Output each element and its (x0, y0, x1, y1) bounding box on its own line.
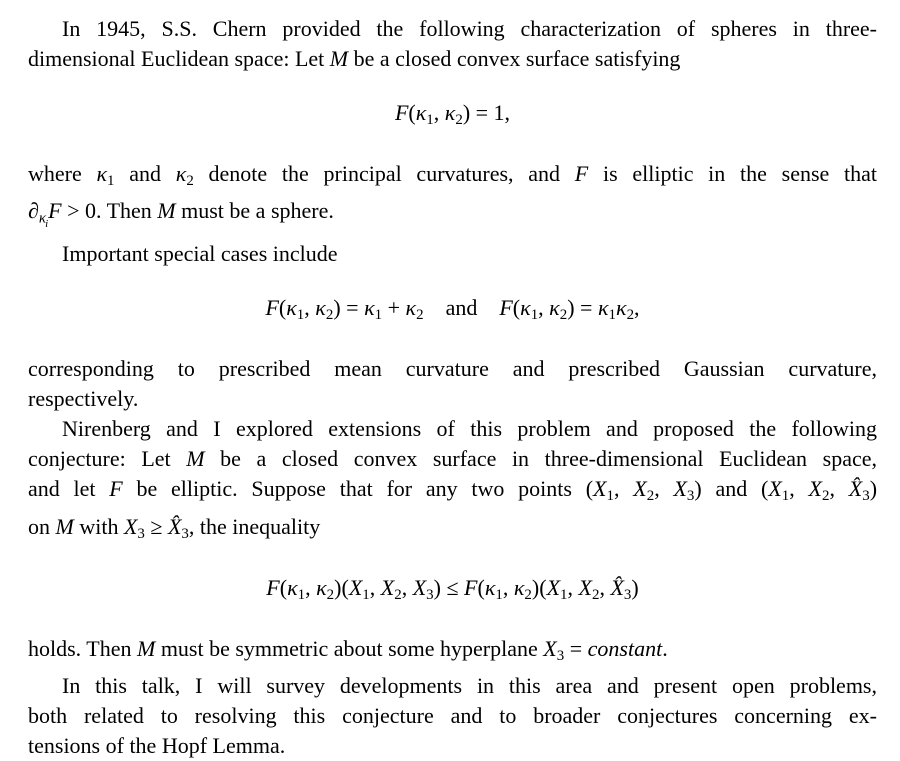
text-line (28, 731, 877, 761)
text-segment: ∂ (28, 198, 39, 224)
text-segment: 1 (495, 586, 503, 603)
text-segment: X (348, 574, 363, 600)
text-segment: , (634, 295, 640, 321)
text-segment: κ (484, 574, 496, 600)
text-segment: 3 (623, 586, 632, 603)
text-segment: ) ≤ (433, 574, 465, 600)
text-segment: X (546, 574, 561, 600)
text-segment: F (464, 574, 478, 600)
text-segment: dimensional Euclidean space: Let (28, 46, 330, 71)
text-line (28, 671, 877, 701)
text-segment: tensions of the Hopf Lemma. (28, 733, 286, 759)
text-segment: M (329, 46, 349, 71)
text-segment: , (369, 574, 381, 600)
text-segment: and let (28, 476, 110, 502)
text-segment: is elliptic in the sense that (588, 161, 877, 187)
text-segment: F (499, 295, 513, 321)
text-segment: corresponding to prescribed mean curvature and prescribed Gaussian curvature, (28, 356, 877, 382)
text-segment: both related to resolving this conjecture and to broader conjectures concerning ex- (28, 703, 877, 729)
text-segment: κ (520, 295, 531, 321)
text-segment: F (265, 295, 279, 321)
text-line (28, 239, 877, 269)
text-segment: κ (315, 295, 326, 321)
text-segment: X (578, 574, 592, 600)
text-segment: κ (175, 161, 187, 187)
text-segment: ) and ( (694, 476, 769, 502)
text-segment: ( (279, 574, 288, 600)
text-segment: 3 (426, 586, 434, 603)
text-segment: 2 (591, 586, 600, 603)
text-segment: X (380, 574, 395, 600)
text-segment: 3 (862, 488, 870, 505)
text-segment: respectively. (28, 386, 139, 412)
text-segment: 2 (394, 586, 402, 603)
text-segment: 1 (297, 586, 306, 603)
text-segment: X (593, 476, 607, 502)
text-segment: 1 (362, 586, 370, 603)
text-segment: , (829, 476, 849, 502)
text-segment: conjecture: Let (28, 446, 187, 472)
text-segment: ( (278, 295, 287, 321)
text-segment: κ (286, 295, 297, 321)
text-segment: and (423, 295, 500, 321)
text-segment: κ (38, 210, 47, 227)
text-segment: ) = (333, 295, 365, 321)
text-segment: denote the principal curvatures, and (193, 161, 575, 187)
display-equation-3 (28, 573, 877, 610)
text-segment: 2 (626, 307, 635, 324)
text-segment: 2 (186, 173, 194, 190)
text-segment: 1 (608, 307, 616, 324)
text-segment: 1 (107, 173, 115, 190)
text-segment: κ (549, 295, 560, 321)
text-segment: must be a sphere. (175, 198, 334, 224)
text-segment: 1 (530, 307, 539, 324)
text-segment: F (266, 574, 280, 600)
text-segment: ) = (567, 295, 598, 321)
text-segment: constant (587, 635, 663, 661)
text-segment: )( (334, 574, 349, 600)
text-segment: , (789, 476, 809, 502)
text-line (28, 414, 877, 444)
text-segment: , (538, 295, 550, 321)
text-segment: holds. Then (28, 635, 137, 661)
text-segment: κ (364, 295, 375, 321)
text-segment: , (502, 574, 514, 600)
text-segment: ) (631, 574, 639, 600)
text-segment: 1 (560, 586, 568, 603)
text-segment: 2 (326, 586, 335, 603)
text-segment: 2 (455, 112, 463, 129)
text-segment: M (55, 513, 74, 539)
text-segment: , (613, 476, 634, 502)
text-segment: M (136, 635, 156, 661)
text-line (28, 196, 877, 239)
text-segment: )( (531, 574, 547, 600)
text-segment: 3 (556, 648, 565, 665)
text-segment: 1 (781, 488, 790, 505)
text-segment: κ (616, 295, 627, 321)
text-segment: In 1945, S.S. Chern provided the following characterization of spheres in three- (62, 16, 877, 41)
text-segment: be a closed convex surface in three-dimensional Euclidean space, (204, 446, 878, 472)
text-segment: , (567, 574, 579, 600)
text-segment: M (157, 198, 176, 224)
text-segment: > 0. Then (61, 198, 158, 224)
text-segment: X (768, 476, 782, 502)
text-segment: where (28, 161, 97, 187)
text-segment: κ (415, 100, 427, 125)
text-segment: must be symmetric about some hyperplane (155, 635, 544, 661)
text-segment: + (382, 295, 406, 321)
text-segment: κ (597, 295, 609, 321)
text-line (28, 354, 877, 384)
text-segment: M (186, 446, 205, 472)
text-segment: κ (513, 574, 525, 600)
text-segment: κ (316, 574, 327, 600)
text-segment: X (412, 574, 427, 600)
text-segment: ( (408, 100, 416, 125)
text-segment: 2 (416, 307, 424, 324)
text-segment: , (599, 574, 611, 600)
text-segment: 3 (137, 525, 145, 542)
text-segment: 1 (426, 112, 434, 129)
text-segment: , (305, 574, 317, 600)
text-segment: In this talk, I will survey developments in this area and present open problems, (62, 673, 877, 699)
text-segment: F (574, 161, 589, 187)
text-segment: ( (512, 295, 521, 321)
text-segment: F (109, 476, 123, 502)
text-segment: X (543, 635, 557, 661)
text-segment: κ (96, 161, 108, 187)
text-segment: be elliptic. Suppose that for any two points ( (122, 476, 594, 502)
text-line (28, 384, 877, 414)
text-segment: ( (477, 574, 485, 600)
text-line (28, 474, 877, 511)
text-segment: . (662, 635, 668, 661)
text-segment: = (564, 635, 588, 661)
text-segment: X̂ (848, 476, 863, 502)
text-segment: be a closed convex surface satisfying (348, 46, 681, 71)
text-segment: 3 (686, 488, 695, 505)
text-line (28, 512, 877, 549)
text-segment: κ (444, 100, 456, 125)
text-segment: X (633, 476, 647, 502)
text-segment: 1 (296, 307, 305, 324)
text-segment: X̂ (167, 513, 182, 539)
text-segment: X (123, 513, 138, 539)
text-segment: , (304, 295, 316, 321)
text-segment: Nirenberg and I explored extensions of this problem and proposed the following (62, 416, 877, 442)
text-segment: 2 (559, 307, 568, 324)
text-segment: , (433, 100, 445, 125)
text-segment: with (73, 513, 124, 539)
text-line (28, 634, 877, 671)
text-segment: on (28, 513, 56, 539)
text-segment: ) (869, 476, 878, 502)
text-segment: 3 (181, 525, 189, 542)
text-segment: i (45, 218, 49, 231)
text-segment: F (48, 198, 62, 224)
text-segment: ≥ (144, 513, 168, 539)
text-segment: 2 (822, 488, 830, 505)
display-equation-2 (28, 293, 877, 330)
text-segment: X̂ (610, 574, 624, 600)
text-line (28, 701, 877, 731)
display-equation-1 (28, 98, 877, 135)
text-segment: 1 (606, 488, 614, 505)
text-segment: Important special cases include (62, 241, 338, 267)
text-line (28, 14, 877, 44)
text-line (28, 444, 877, 474)
text-segment: , (654, 476, 674, 502)
text-segment: X (808, 476, 822, 502)
text-segment: and (114, 161, 176, 187)
text-segment: 1 (374, 307, 383, 324)
text-segment: κ (405, 295, 417, 321)
text-segment: ) = 1, (462, 100, 511, 125)
text-segment: 2 (325, 307, 334, 324)
text-segment: F (394, 100, 409, 125)
text-segment: κ (287, 574, 298, 600)
text-segment: 2 (646, 488, 655, 505)
text-segment: , (401, 574, 413, 600)
text-segment: , the inequality (188, 513, 321, 539)
text-segment: X (673, 476, 687, 502)
text-line (28, 44, 877, 74)
text-segment: 2 (524, 586, 532, 603)
text-line (28, 159, 877, 196)
